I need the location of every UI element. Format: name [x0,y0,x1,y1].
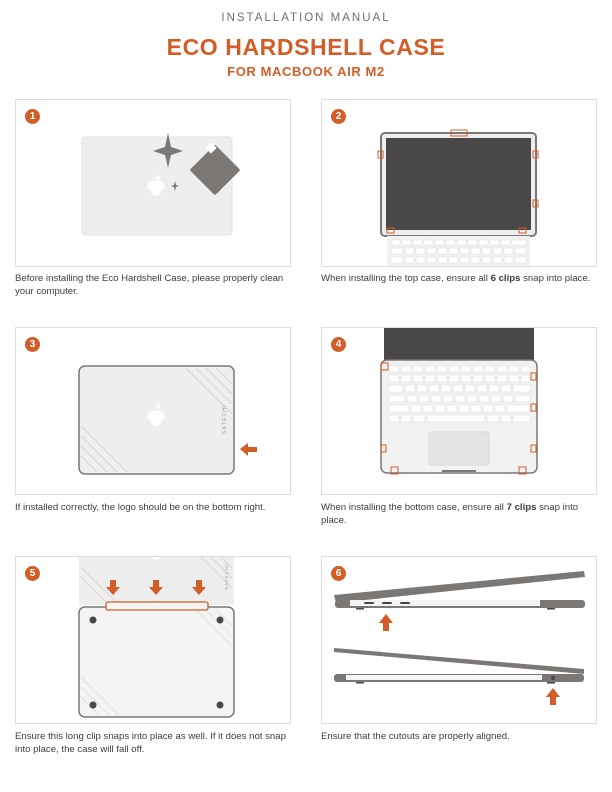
step-2-panel [321,99,597,267]
bottom-case-illustration [322,328,597,495]
step-2-clip-count: 6 clips [490,273,521,284]
page-title: ECO HARDSHELL CASE [166,34,446,60]
top-case-illustration [322,100,597,267]
arrow-up-icon [379,614,393,631]
step-6-badge: 6 [331,566,346,581]
step-1-badge: 1 [25,109,40,124]
satechi-brand-mark: SATECHI [222,404,228,434]
step-4-caption [321,501,605,527]
step-2-caption [321,272,605,285]
step-4-caption-text: When installing the bottom case, ensure all [321,502,507,513]
step-3-badge: 3 [25,337,40,352]
step-5-badge: 5 [25,566,40,581]
step-4-panel [321,327,597,495]
step-5-panel [15,556,291,724]
step-6-panel [321,556,597,724]
step-5-caption: Ensure this long clip snaps into place as well. If it does not snap into place, the case will fall off. [15,731,286,755]
arrow-left-icon [240,443,257,456]
step-1-caption: Before installing the Eco Hardshell Case, please properly clean your computer. [15,273,284,297]
step-2-caption-text: When installing the top case, ensure all [321,273,491,284]
step-4-clip-count: 7 clips [506,502,537,513]
satechi-brand-mark: SATECHI [224,563,229,590]
page-subtitle: FOR MACBOOK AIR M2 [227,64,385,79]
step-1-panel [15,99,291,267]
manual-kicker: INSTALLATION MANUAL [221,12,391,24]
step-3-caption: If installed correctly, the logo should be on the bottom right. [15,502,266,513]
clean-laptop-illustration [16,100,291,267]
logo-position-illustration [16,328,291,495]
step-4-badge: 4 [331,337,346,352]
step-2-badge: 2 [331,109,346,124]
step-2-caption-text-end: snap into place. [520,273,591,284]
step-4-caption-text-end: snap into place. [321,502,579,526]
step-3-panel [15,327,291,495]
step-6-caption: Ensure that the cutouts are properly aligned. [321,731,510,742]
long-clip-illustration [16,557,291,724]
cutout-alignment-illustration [322,557,597,724]
arrow-up-icon [546,688,560,705]
